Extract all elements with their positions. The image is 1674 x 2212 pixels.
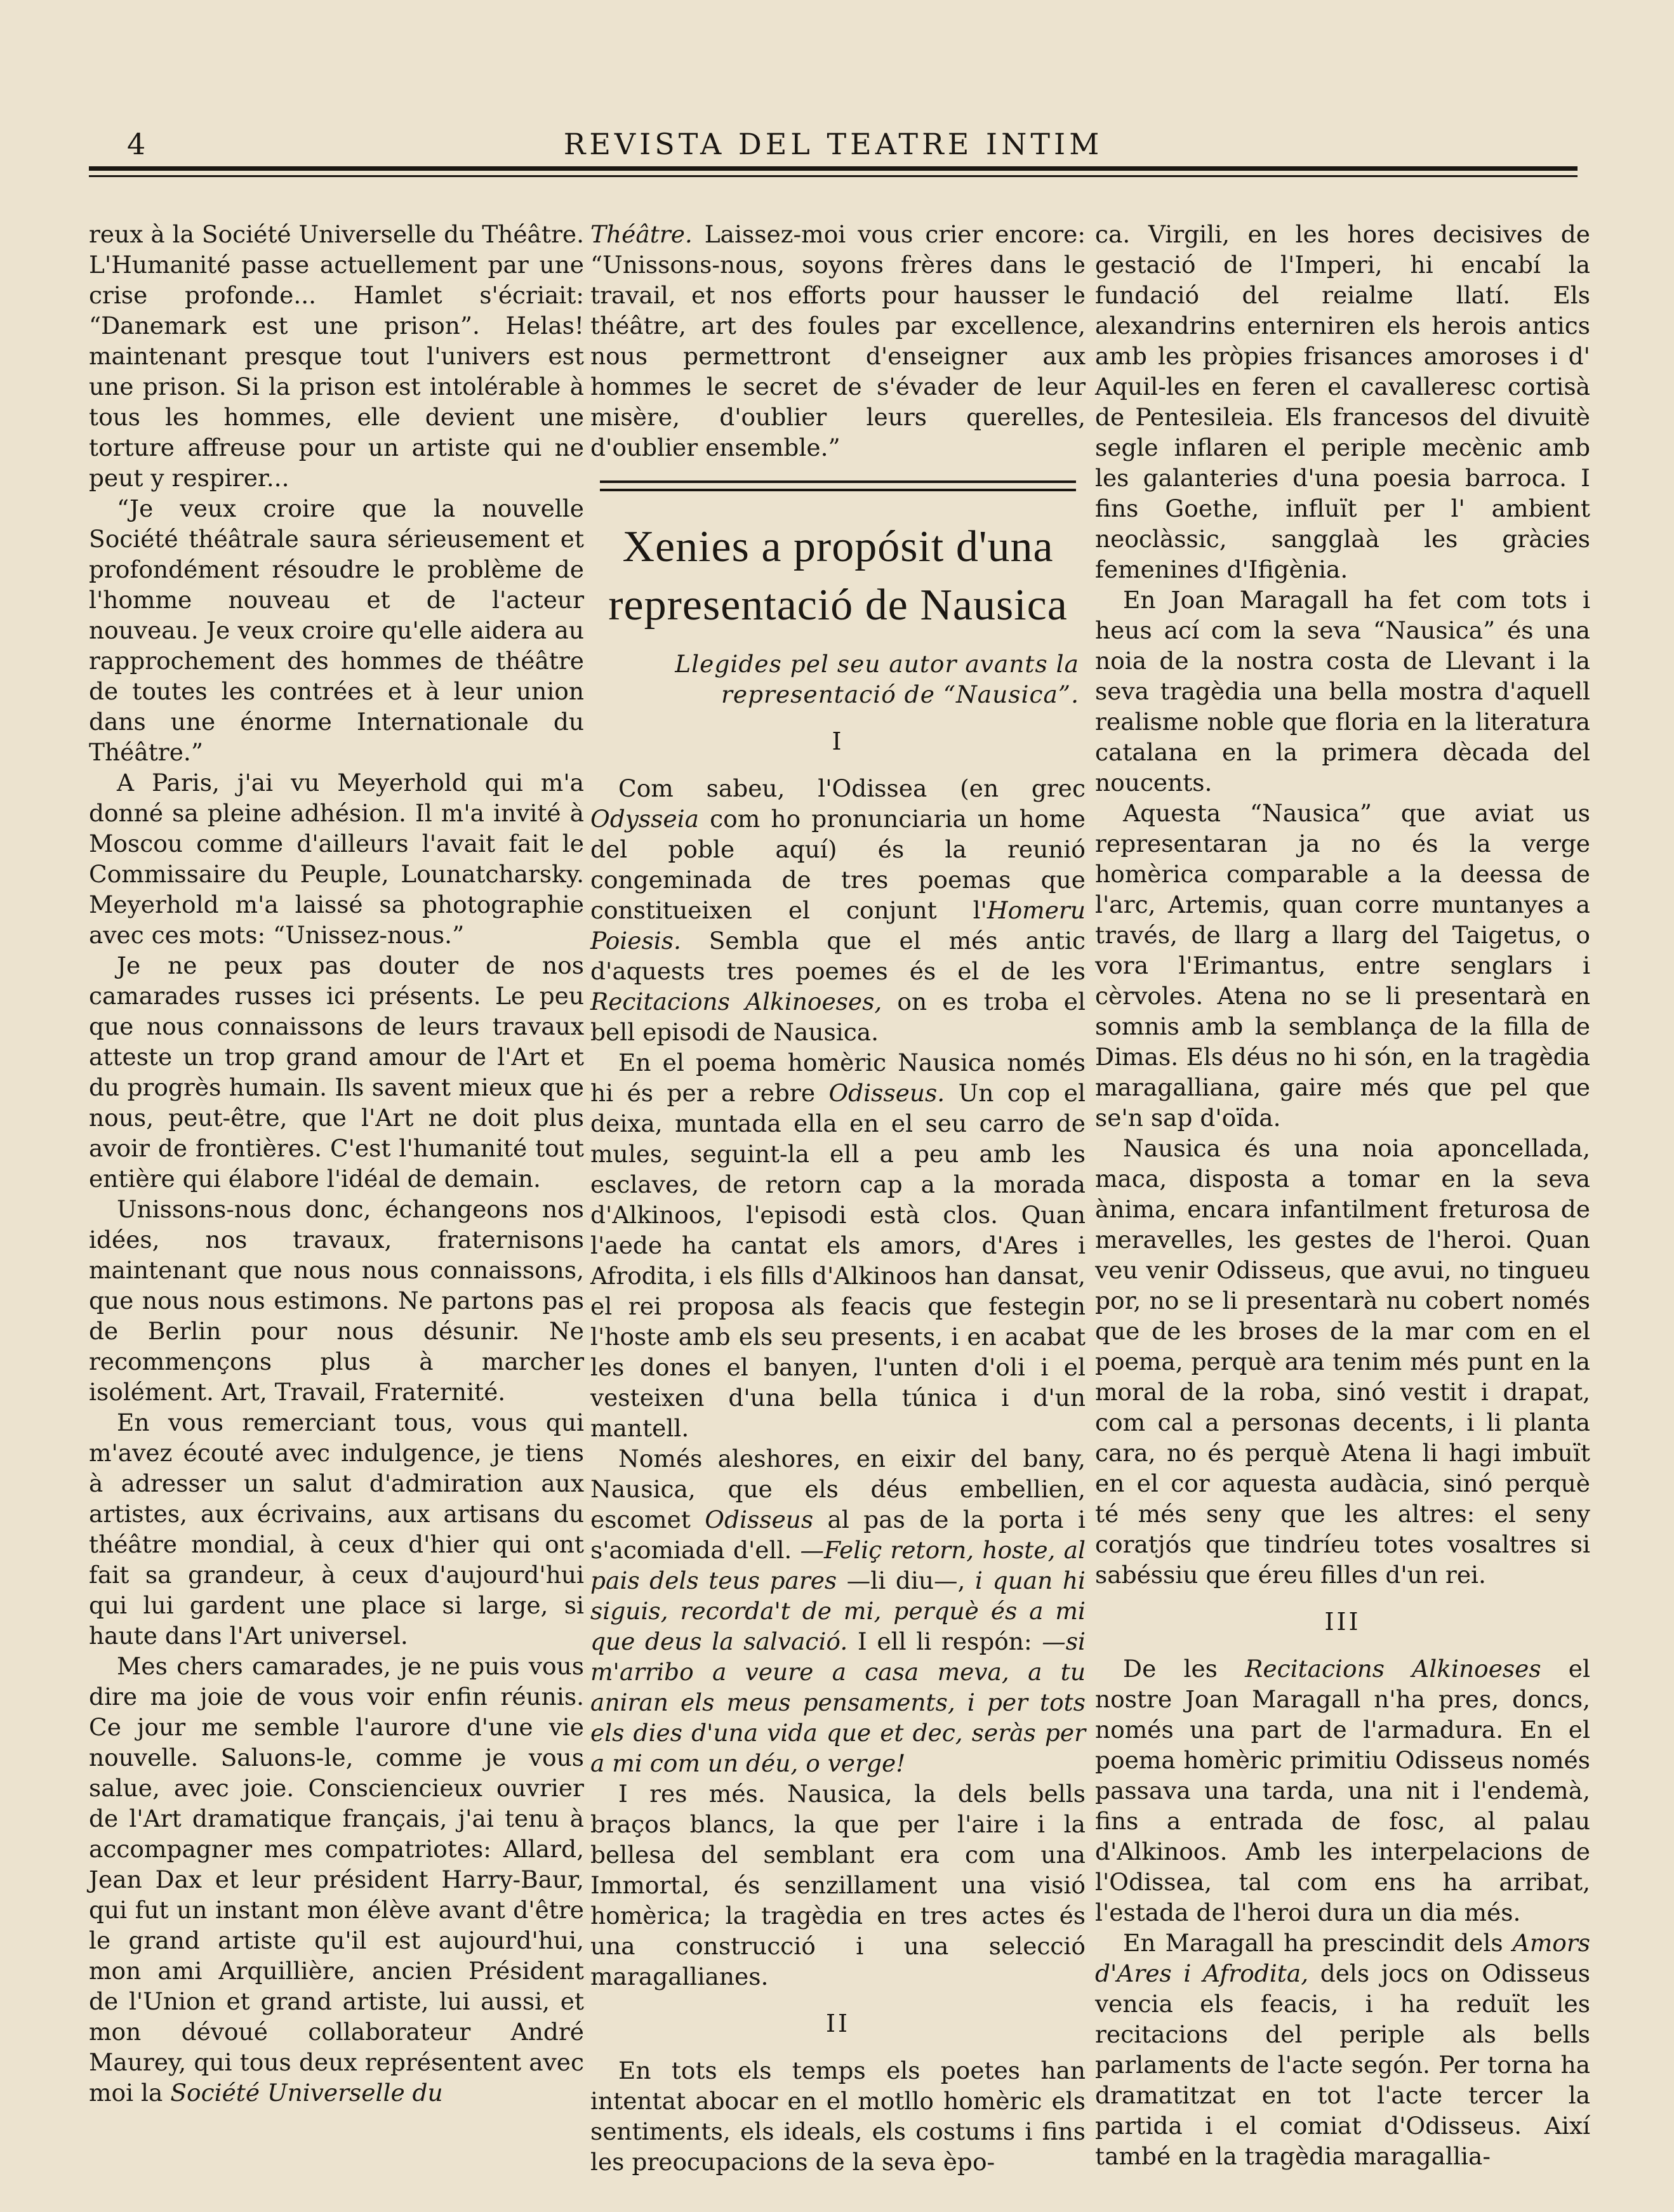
paragraph: I res més. Nausica, la dels bells braços blancs, la que per l'aire i la bellesa del semblant era com una Immortal, és senzillament una visió homèrica; la tragèdia en tres actes és una construcció i una selecció maragallianes. (590, 1780, 1086, 1990)
text-run: De les (1123, 1655, 1246, 1683)
text-run: —li diu—, (837, 1566, 976, 1594)
header-rule-thin (89, 175, 1578, 177)
paragraph (590, 1443, 1086, 1778)
text-run: Com sabeu, l'Odissea (en grec (618, 774, 1086, 802)
italic-run: Recitacions Alkinoeses (1245, 1655, 1541, 1683)
italic-run: Odisseus (705, 1506, 814, 1533)
page-header (89, 127, 1578, 165)
text-run: En Maragall ha prescindit dels (1123, 1929, 1513, 1957)
paragraph: En tots els temps els poetes han intentat abocar en el motllo homèric els sentiments, els ideals, els costums i fins les preocupacions de la seva èpo- (590, 2056, 1086, 2176)
paragraph: Aquesta “Nausica” que aviat us representaran ja no és la verge homèrica comparable a la deessa de l'arc, Artemis, quan corre muntanyes a través, de llarg a llarg del Taigetus, o vora l'Erimantus, entre senglars i cèrvoles. Atena no se li presentarà en somnis amb la semblança de la filla de Dimas. Els déus no hi són, en la tragèdia maragalliana, gaire més que pel que se'n sap d'oïda. (1095, 799, 1590, 1132)
paragraph: En vous remerciant tous, vous qui m'avez écouté avec indulgence, je tiens à adresser un salut d'admiration aux artistes, aux écrivains, aux artisans du théâtre mondial, à ceux d'hier qui ont fait sa grandeur, à ceux d'aujourd'hui qui lui gardent une place si large, si haute dans l'Art universel. (89, 1408, 584, 1650)
text-run: dels jocs on Odisseus vencia els feacis, i ha reduït les recitacions del periple als bells parlaments de l'acte segón. Per torna ha dramatitzat en tot l'acte tercer la partida i el comiat d'Odisseus. Així també en la tragèdia maragallia- (1095, 1959, 1590, 2170)
text-run: el nostre Joan Maragall n'ha pres, doncs, només una part de l'armadura. En el poema homèric primitiu Odisseus només passava una tarda, una nit i l'endemà, fins a entrada de fosc, al palau d'Alkinoos. Amb les interpelacions de l'Odissea, tal com ens ha arribat, l'estada de l'heroi dura un dia més. (1095, 1655, 1590, 1926)
italic-run: i quan hi siguis, recorda't de mi, perquè és a mi que deus la salvació. (590, 1566, 1086, 1655)
paragraph: Unissons-nous donc, échangeons nos idées, nos travaux, fraternisons maintenant que nous nous connaissons, que nous nous estimons. Ne partons pas de Berlin pour nous désunir. Ne recommençons plus à marcher isolément. Art, Travail, Fraternité. (89, 1195, 584, 1406)
header-rule-thick (89, 166, 1578, 171)
paragraph (590, 1047, 1086, 1443)
article-byline: Llegides pel seu autor avants la representació de “Nausica”. (675, 650, 1079, 708)
text-run: I ell li respón: (847, 1627, 1042, 1655)
paragraph (1095, 1928, 1590, 2171)
section-numeral: I (832, 727, 844, 755)
column-1 (89, 219, 584, 2108)
italic-run: —Feliç retorn, hoste, al pais dels teus pares (590, 1536, 1086, 1594)
text-run: al pas de la porta i s'acomiada d'ell. (590, 1506, 1086, 1564)
italic-run: Homeru Poiesis. (590, 896, 1086, 955)
text-run: Un cop el deixa, muntada ella en el seu carro de mules, seguint-la ell a peu amb les esclaves, de retorn cap a la morada d'Alkinoos, l'episodi està clos. Quan l'aede ha cantat els amors, d'Ares i Afrodita, i els fills d'Alkinoos han dansat, el rei proposa als feacis que festegin l'hoste amb els seu presents, i en acabat les dones el banyen, l'unten d'oli i el vesteixen d'una bella túnica i d'un mantell. (590, 1079, 1086, 1442)
paragraph: A Paris, j'ai vu Meyerhold qui m'a donné sa pleine adhésion. Il m'a invité à Moscou comme d'ailleurs l'avait fait le Commissaire du Peuple, Lounatcharsky. Meyerhold m'a laissé sa photographie avec ces mots: “Unissez-nous.” (89, 769, 584, 949)
column-2 (590, 219, 1086, 2177)
italic-run: Odysseia (590, 805, 699, 833)
paragraph: “Je veux croire que la nouvelle Société théâtrale saura sérieusement et profondément résoudre le problème de l'homme nouveau et de l'acteur nouveau. Je veux croire qu'elle aidera au rapprochement des hommes de théâtre de toutes les contrées et à leur union dans une énorme Internationale du Théâtre.” (89, 494, 584, 766)
article-separator-rule (600, 489, 1076, 491)
text-run: com ho pronunciaria un home del poble aquí) és la reunió congeminada de tres poemas que constitueixen el conjunt l' (590, 805, 1086, 924)
text-run: Laissez-moi vous crier encore: “Unissons-nous, soyons frères dans le travail, et nos efforts pour hausser le théâtre, art des foules par excellence, nous permettront d'enseigner aux hommes le secret de s'évader de leur misère, d'oublier leurs querelles, d'oublier ensemble.” (590, 220, 1086, 461)
italic-run: Odisseus. (828, 1079, 945, 1107)
italic-run: Société Universelle du (170, 2079, 443, 2107)
section-numeral: III (1324, 1608, 1361, 1636)
paragraph: Nausica és una noia aponcellada, maca, disposta a tomar en la seva ànima, encara infantilment freturosa de meravelles, les gestes de l'heroi. Quan veu venir Odisseus, que avui, no tingueu por, no se li presentarà nu cobert només que de les broses de la mar com en el poema, perquè ara tenim més punt en la moral de la roba, sinó vestit i drapat, com cal a personas decents, i li planta cara, no és perquè Atena li hagi imbuït en el cor aquesta audàcia, sinó perquè té més seny que les altres: el seny coratjós que tindríeu totes vosaltres si sabéssiu que éreu filles d'un rei. (1095, 1134, 1590, 1589)
section-numeral: II (825, 2010, 851, 2037)
article-title: Xenies a propósit d'una representació de Nausica (608, 522, 1068, 630)
paragraph (590, 219, 1086, 463)
italic-run: Théâtre. (590, 220, 693, 248)
text-run: Mes chers camarades, je ne puis vous dire ma joie de vous voir enfin réunis. Ce jour me semble l'aurore d'une vie nouvelle. Saluons-le, comme je vous salue, avec joie. Consciencieux ouvrier de l'Art dramatique français, j'ai tenu à accompagner mes compatriotes: Allard, Jean Dax et leur président Harry-Baur, qui fut un instant mon élève avant d'être le grand artiste qu'il est aujourd'hui, mon ami Arquillière, ancien Président de l'Union et grand artiste, lui aussi, et mon dévoué collaborateur André Maurey, qui tous deux représentent avec moi la (89, 1652, 584, 2107)
paragraph: En Joan Maragall ha fet com tots i heus ací com la seva “Nausica” és una noia de la nostra costa de Llevant i la seva tragèdia una bella mostra d'aquell realisme noble que floria en la literatura catalana en la primera dècada del noucents. (1095, 586, 1590, 797)
column-3 (1095, 219, 1590, 2171)
italic-run: Recitacions Alkinoeses, (590, 988, 882, 1016)
paragraph: reux à la Société Universelle du Théâtre. L'Humanité passe actuellement par une crise profonde... Hamlet s'écriait: “Danemark est une prison”. Helas! maintenant presque tout l'univers est une prison. Si la prison est intolérable à tous les hommes, elle devient une torture affreuse pour un artiste qui ne peut y respirer... (89, 220, 585, 492)
text-run: on es troba el bell episodi de Nausica. (590, 988, 1086, 1046)
page-number: 4 (127, 127, 147, 161)
paragraph (590, 773, 1086, 1047)
running-title: REVISTA DEL TEATRE INTIM (563, 127, 1103, 161)
italic-run: —si m'arribo a veure a casa meva, a tu aniran els meus pensaments, i per tots els dies d'una vida que et dec, seràs per a mi com un déu, o verge! (590, 1627, 1086, 1777)
paragraph: Je ne peux pas douter de nos camarades russes ici présents. Le peu que nous connaissons de leurs travaux atteste un trop grand amour de l'Art et du progrès humain. Ils savent mieux que nous, peut-être, que l'Art ne doit plus avoir de frontières. C'est l'humanité tout entière qui élabore l'idéal de demain. (89, 951, 584, 1193)
article-separator-rule (600, 480, 1076, 483)
paragraph (89, 1651, 584, 2108)
paragraph: ca. Virgili, en les hores decisives de gestació de l'Imperi, hi encabí la fundació del reialme llatí. Els alexandrins enterniren els herois antics amb les pròpies frisances amoroses i d' Aquil-les en feren el cavalleresc cortisà de Pentesileia. Els francesos del divuitè segle inflaren el periple mecènic amb les galanteries d'una poesia barroca. I fins Goethe, influït per l' ambient neoclàssic, sangglaà les gràcies femenines d'Ifigènia. (1095, 220, 1590, 583)
text-run: Sembla que el més antic d'aquests tres poemes és el de les (590, 927, 1086, 985)
text-run: Només aleshores, en eixir del bany, Nausica, que els déus embellien, escomet (590, 1445, 1086, 1533)
paragraph (1095, 1653, 1590, 1928)
italic-run: Amors d'Ares i Afrodita, (1095, 1929, 1590, 1987)
text-run: En el poema homèric Nausica només hi és per a rebre (590, 1049, 1086, 1107)
